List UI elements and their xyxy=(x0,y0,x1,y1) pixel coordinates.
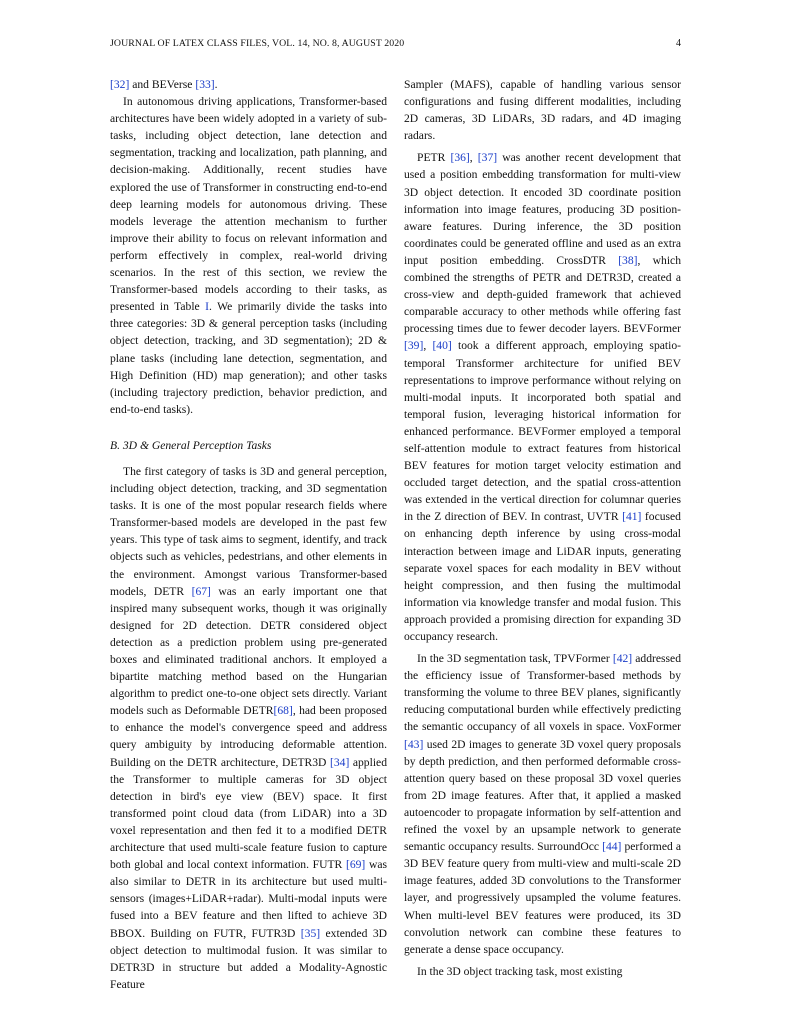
text-run: and BEVerse xyxy=(129,78,196,91)
paragraph-mafs xyxy=(404,76,681,144)
citation-link[interactable]: [41] xyxy=(622,510,642,524)
text-run: extended 3D object detection to multimodal fusion. It was similar to DETR3D in structure but added a Modality-Agnostic Feature xyxy=(110,926,387,991)
citation-link[interactable]: [69] xyxy=(345,858,366,872)
paragraph-3d-tracking xyxy=(404,963,681,980)
citation-link[interactable]: [37] xyxy=(477,151,498,165)
paragraph-3d-segmentation xyxy=(404,650,681,958)
citation-link[interactable]: [32] xyxy=(110,78,130,91)
citation-link[interactable]: [36] xyxy=(450,151,470,165)
paragraph-3d-perception xyxy=(110,463,387,993)
right-column xyxy=(404,76,681,980)
citation-link[interactable]: [67] xyxy=(191,584,211,598)
paragraph-transformer-overview xyxy=(110,93,387,418)
citation-link[interactable]: [38] xyxy=(618,253,638,267)
citation-link[interactable]: [39] xyxy=(404,339,424,353)
citation-link[interactable]: I xyxy=(205,300,210,314)
text-run: addressed the efficiency issue of Transformer-based methods by transforming the volume to three BEV planes, significantly reducing computational burden while effectively predicting the semantic occupancy of all voxels in space. VoxFormer xyxy=(404,652,681,734)
text-run: applied the Transformer to multiple cameras for 3D object detection in bird's eye view (BEV) space. It first transformed point cloud data (from LiDAR) into a 3D voxel representation and then fed it to a modified DETR architecture that used multi-scale feature fusion to capture both global and local context information. FUTR xyxy=(110,755,387,872)
paragraph-petr xyxy=(404,149,681,645)
text-run: , xyxy=(423,339,433,353)
text-run: , which combined the strengths of PETR and DETR3D, created a cross-view and depth-guided framework that achieved comparable accuracy to other methods while offering fast processing times due to fewer decoder layers. BEVFormer xyxy=(404,253,681,336)
text-run: In the 3D segmentation task, TPVFormer xyxy=(417,652,613,666)
text-run: took a different approach, employing spatio-temporal Transformer architecture for unified BEV representations to improve performance without relying on multi-modal inputs. It incorporated both spatial and temporal fusion, leveraging historical information for enhanced performance. BEVFormer employed a temporal self-attention module to extract features from historical BEV features for motion target velocity estimation and occluded target detection, and the spatial cross-attention was extended in the vertical direction for columnar queries in the Z direction of BEV. In contrast, UVTR xyxy=(404,339,681,524)
text-run: was another recent development that used a position embedding transformation for multi-view 3D object detection. It encoded 3D coordinate position information into image features, producing 3D position-aware features. During inference, the 3D position coordinates could be generated offline and used as an extra input position embedding. CrossDTR xyxy=(404,151,681,267)
citation-link[interactable]: [42] xyxy=(612,652,633,666)
page-number: 4 xyxy=(676,38,681,49)
text-run: In autonomous driving applications, Transformer-based architectures have been widely adopted in a variety of sub-tasks, including object detection, lane detection and segmentation, tracking and localization, path planning, and decision-making. Additionally, recent studies have explored the use of Transformer in constructing end-to-end deep learning models for autonomous driving. These models leverage the attention mechanism to further improve their ability to focus on relevant information and perform effectively in complex, real-world driving scenarios. In the rest of this section, we review the Transformer-based models according to their tasks, as presented in Table xyxy=(110,95,387,314)
text-run: In the 3D object tracking task, most existing xyxy=(417,964,623,978)
text-run: The first category of tasks is 3D and general perception, including object detection, tracking, and 3D segmentation tasks. It is one of the most popular research fields where Transformer-based models are developed in the past few years. This type of task aims to segment, identify, and track objects such as vehicles, pedestrians, and other elements in the environment. Amongst various Transformer-based models, DETR xyxy=(110,464,387,598)
citation-link[interactable]: [44] xyxy=(602,840,622,854)
citation-link[interactable]: [33] xyxy=(195,78,215,91)
paragraph-continuation xyxy=(110,76,387,93)
citation-link[interactable]: [68] xyxy=(273,704,293,718)
citation-link[interactable]: [43] xyxy=(404,737,424,751)
text-run: PETR xyxy=(417,151,451,165)
section-heading: B. 3D & General Perception Tasks xyxy=(110,438,272,452)
text-run: , had been proposed to enhance the model's convergence speed and address query ambiguity by introducing deformable attention. Building on the DETR architecture, DETR3D xyxy=(110,704,387,769)
text-run: was also similar to DETR in its architecture but used multi-sensors (images+LiDAR+radar). Multi-modal inputs were fused into a BEV feature and then lifted to achieve 3D BBOX. Building on FUTR, FUTR3D xyxy=(110,858,387,940)
left-column xyxy=(110,76,387,993)
citation-link[interactable]: [40] xyxy=(432,339,452,353)
text-run: was an early important one that inspired many subsequent works, though it was originally designed for 2D detection. DETR considered object detection as a prediction problem using pre-generated boxes and eliminated traditional anchors. It employed a bipartite matching method based on the Hungarian algorithm to predict one-to-one object sets directly. Variant models such as Deformable DETR xyxy=(110,584,387,718)
citation-link[interactable]: [35] xyxy=(300,926,321,940)
text-run: , xyxy=(469,151,478,165)
text-run: . We primarily divide the tasks into three categories: 3D & general perception tasks (including object detection, tracking, and 3D segmentation); 2D & plane tasks (including lane detection, segmentation, and High Definition (HD) map generation); and other tasks (including trajectory prediction, behavior prediction, and end-to-end tasks). xyxy=(110,300,388,416)
text-run: . xyxy=(214,78,218,91)
citation-link[interactable]: [34] xyxy=(329,755,350,769)
running-header: JOURNAL OF LATEX CLASS FILES, VOL. 14, NO. 8, AUGUST 2020 xyxy=(110,38,405,49)
text-run: Sampler (MAFS), capable of handling various sensor configurations and fusing different modalities, including 2D cameras, 3D LiDARs, 3D radars, and 4D imaging radars. xyxy=(404,78,681,143)
text-run: used 2D images to generate 3D voxel query proposals by depth prediction, and then performed deformable cross-attention query based on these proposal 3D voxel queries from 2D image features. After that, it applied a masked autoencoder to propagate information by self-attention and refined the voxel by an upsample network to generate semantic occupancy results. SurroundOcc xyxy=(404,737,681,854)
text-run: performed a 3D BEV feature query from multi-view and multi-scale 2D image features, added 3D convolutions to the Transformer layer, and progressively upsampled the volume features. When multi-level BEV features were produced, its 3D convolution network can combine these features to generate a dense space occupancy. xyxy=(404,840,681,956)
text-run: focused on enhancing depth inference by using cross-modal interaction between image and LiDAR inputs, generating separate voxel spaces for each modality in BEV without height compression, and then fusing the multimodal information via knowledge transfer and modal fusion. This approach provided a promising direction for expanding 3D occupancy research. xyxy=(404,510,681,643)
